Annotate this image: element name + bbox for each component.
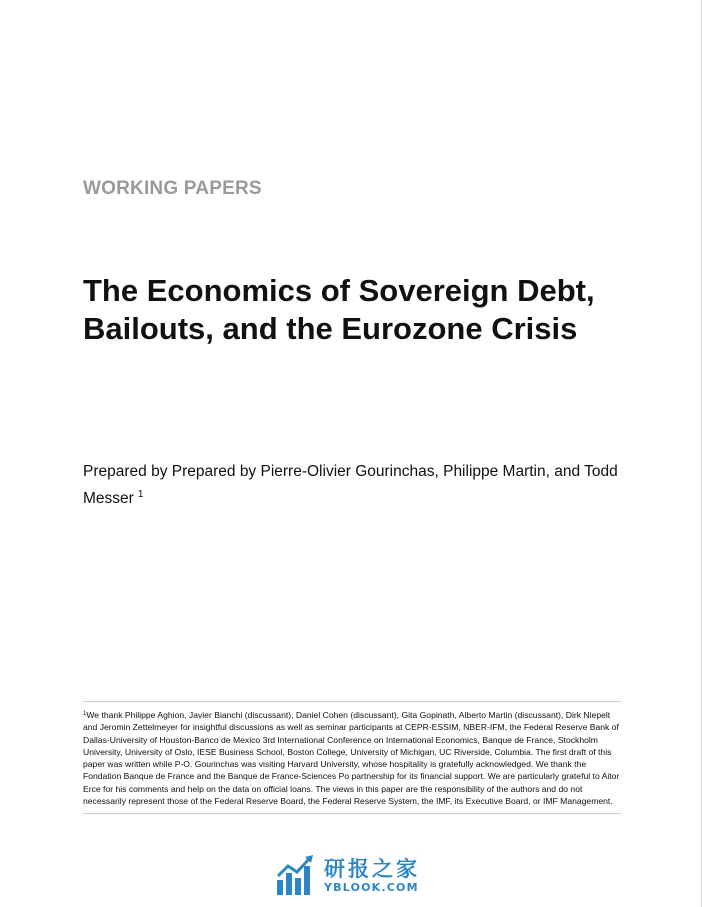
footnote-marker: 1 <box>83 711 87 717</box>
bar-chart-logo-icon <box>276 854 316 896</box>
footnote-text: We thank Philippe Aghion, Javier Bianchi (discussant), Daniel Cohen (discussant), Gita Gopinath, Alberto Martin (discussant), Dirk Niepelt and Jeromin Zettelmeyer for insightful discussions as well as seminar participants at CEPR-ESSIM, NBER-IFM, the Federal Reserve Bank of Dallas-University of Houston-Banco de Mexico 3rd International Conference on International Economics, Banque de France, Stockholm University, University of Oslo, IESE Business School, Boston College, University of Michigan, UC Riverside, Columbia. The first draft of this paper was written while P-O. Gourinchas was visiting Harvard University, whose hospitality is gratefully acknowledged. We thank the Fondation Banque de France and the Banque de France-Sciences Po partnership for its financial support. We are particularly grateful to Aitor Erce for his comments and help on the data on official loans. The views in this paper are the responsibility of the authors and do not necessarily represent those of the Federal Reserve Board, the Federal Reserve System, the IMF, its Executive Board, or IMF Management. <box>83 710 620 807</box>
paper-title-line-2: Bailouts, and the Eurozone Crisis <box>83 311 578 346</box>
series-label: WORKING PAPERS <box>83 178 262 199</box>
acknowledgement-footnote <box>83 701 621 814</box>
watermark-brand-cn: 研报之家 <box>324 856 420 881</box>
watermark-logo <box>276 854 420 896</box>
watermark-text <box>324 857 420 894</box>
author-text: Prepared by Prepared by Pierre-Olivier Gourinchas, Philippe Martin, and Todd Messer <box>83 463 618 507</box>
paper-title-line-1: The Economics of Sovereign Debt, <box>83 273 595 308</box>
footnote-reference: 1 <box>137 489 144 500</box>
paper-title <box>83 272 663 348</box>
watermark-brand-en: YBLOOK.COM <box>324 880 419 894</box>
author-line <box>83 460 643 510</box>
